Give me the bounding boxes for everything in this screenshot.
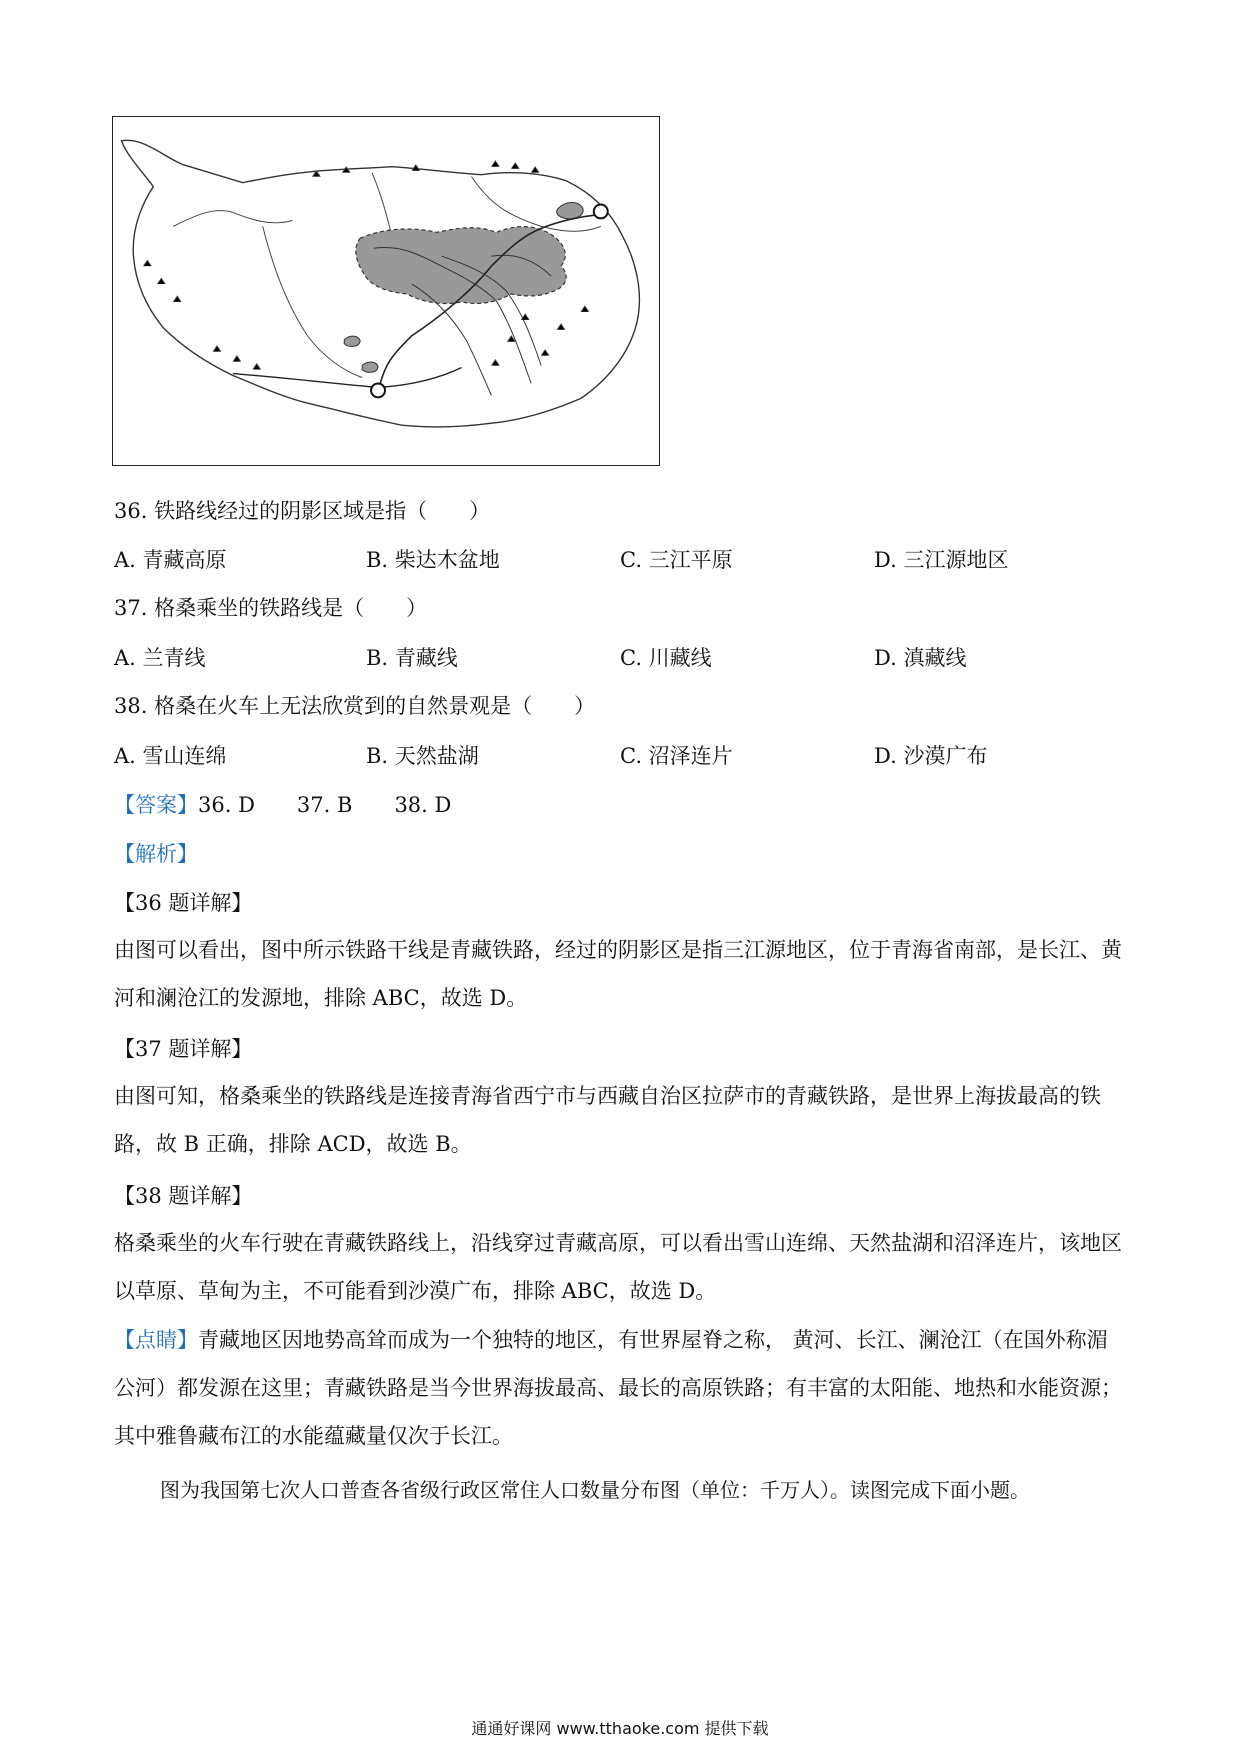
q38-option-d: D. 沙漠广布: [874, 744, 988, 768]
q37-option-b: B. 青藏线: [366, 646, 458, 670]
answer-line: [114, 789, 451, 819]
answer-36: 36. D: [198, 793, 255, 817]
map-drawing: [113, 117, 659, 465]
q38-option-c: C. 沼泽连片: [620, 744, 733, 768]
q36-option-b: B. 柴达木盆地: [366, 548, 500, 572]
question-38-stem: 38. 格桑在火车上无法欣赏到的自然景观是（ ）: [114, 694, 596, 718]
detail-37-heading: 【37 题详解】: [114, 1037, 253, 1061]
answer-37: 37. B: [296, 793, 353, 817]
analysis-label: 【解析】: [114, 842, 198, 866]
q38-option-b: B. 天然盐湖: [366, 744, 479, 768]
city-xining-marker: [594, 204, 608, 218]
q36-option-d: D. 三江源地区: [874, 548, 1009, 572]
note-label: 【点睛】: [114, 1328, 198, 1352]
city-lhasa-marker: [371, 383, 385, 397]
detail-38-text: 格桑乘坐的火车行驶在青藏铁路线上，沿线穿过青藏高原，可以看出雪山连绵、天然盐湖和沼泽连片，该地区以草原、草甸为主，不可能看到沙漠广布，排除 ABC，故选 D。: [114, 1231, 1122, 1303]
lake-south-1: [344, 336, 360, 346]
answer-label: 【答案】: [114, 793, 198, 817]
detail-36-text: 由图可以看出，图中所示铁路干线是青藏铁路，经过的阴影区是指三江源地区，位于青海省南部，是长江、黄河和澜沧江的发源地，排除 ABC，故选 D。: [114, 938, 1122, 1010]
detail-37-text: 由图可知，格桑乘坐的铁路线是连接青海省西宁市与西藏自治区拉萨市的青藏铁路，是世界上海拔最高的铁路，故 B 正确，排除 ACD，故选 B。: [114, 1084, 1101, 1156]
lake-south-2: [362, 362, 378, 372]
question-37-stem: 37. 格桑乘坐的铁路线是（ ）: [114, 596, 428, 620]
lake-qinghai: [557, 203, 583, 219]
next-section-intro: 图为我国第七次人口普查各省级行政区常住人口数量分布图（单位：千万人）。读图完成下面小题。: [160, 1478, 1030, 1502]
detail-36-heading: 【36 题详解】: [114, 891, 253, 915]
q38-option-a: A. 雪山连绵: [114, 744, 227, 768]
question-36-stem: 36. 铁路线经过的阴影区域是指（ ）: [114, 499, 491, 523]
shaded-region: [356, 227, 566, 304]
page-footer: 通通好课网 www.tthaoke.com 提供下载: [471, 1719, 769, 1738]
q36-option-a: A. 青藏高原: [114, 548, 227, 572]
q36-option-c: C. 三江平原: [620, 548, 733, 572]
note-paragraph: [114, 1316, 1124, 1460]
note-text: 青藏地区因地势高耸而成为一个独特的地区，有世界屋脊之称， 黄河、长江、澜沧江（在国外称湄公河）都发源在这里；青藏铁路是当今世界海拔最高、最长的高原铁路；有丰富的太阳能、地热和水能资源；其中雅鲁藏布江的水能蕴藏量仅次于长江。: [114, 1328, 1122, 1448]
q37-option-d: D. 滇藏线: [874, 646, 967, 670]
answer-38: 38. D: [394, 793, 452, 817]
q37-option-a: A. 兰青线: [114, 646, 206, 670]
q37-option-c: C. 川藏线: [620, 646, 712, 670]
tibet-plateau-map: [112, 116, 660, 466]
detail-38-heading: 【38 题详解】: [114, 1184, 253, 1208]
